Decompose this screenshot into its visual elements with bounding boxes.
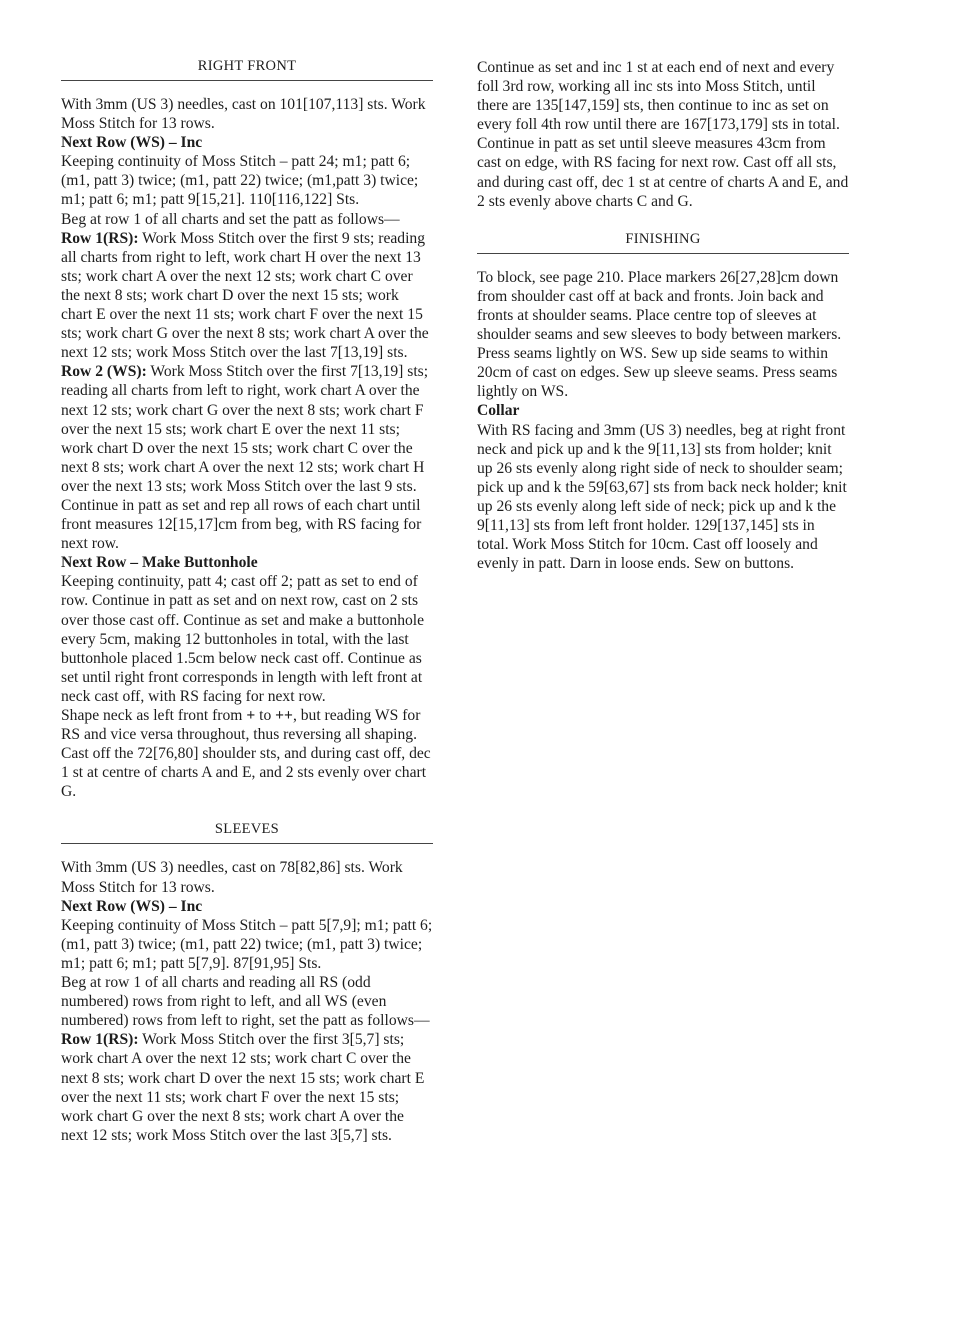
- double-plus-marker: ++: [275, 707, 293, 724]
- right-front-row-1: [61, 229, 433, 363]
- plus-marker: +: [246, 707, 256, 724]
- shape-neck-text-b: to: [255, 707, 276, 724]
- sleeves-heading: SLEEVES: [61, 821, 433, 844]
- right-front-inc-row-heading: Next Row (WS) – Inc: [61, 134, 203, 152]
- shape-neck-instructions: [61, 706, 433, 744]
- buttonhole-row-heading: Next Row – Make Buttonhole: [61, 554, 258, 572]
- buttonhole-instructions: Keeping continuity, patt 4; cast off 2; patt as set to end of row. Continue in patt as set and on next row, cast on 2 sts over those cast off. Continue as set and make a buttonhole every 5cm, making 12 buttonholes in total, with the last buttonhole placed 1.5cm below neck cast off. Continue as set until right front corresponds in length with left front at neck cast off, with RS facing for next row.: [61, 573, 425, 705]
- collar-heading: Collar: [477, 402, 520, 420]
- shoulder-cast-off: Cast off the 72[76,80] shoulder sts, and during cast off, dec 1 st at centre of charts A and E, and 2 sts evenly over chart G.: [61, 745, 431, 801]
- right-front-cast-on: With 3mm (US 3) needles, cast on 101[107,113] sts. Work Moss Stitch for 13 rows.: [61, 96, 426, 133]
- right-front-set-pattern: Beg at row 1 of all charts and set the patt as follows—: [61, 210, 400, 228]
- right-front-heading: RIGHT FRONT: [61, 58, 433, 81]
- sleeves-inc-row-heading: Next Row (WS) – Inc: [61, 897, 203, 915]
- shape-neck-text-a: Shape neck as left front from: [61, 707, 247, 724]
- finishing-heading: FINISHING: [477, 231, 849, 254]
- right-column: [477, 58, 849, 573]
- shape-neck-text-c: , but reading WS for RS and vice versa throughout, thus reversing all shaping.: [61, 707, 421, 744]
- right-front-continue: Continue in patt as set and rep all rows of each chart until front measures 12[15,17]cm from beg, with RS facing for next row.: [61, 496, 422, 553]
- sleeves-cast-on: With 3mm (US 3) needles, cast on 78[82,86] sts. Work Moss Stitch for 13 rows.: [61, 859, 403, 896]
- row-1-label: Row 1(RS):: [61, 229, 139, 247]
- finishing-instructions: To block, see page 210. Place markers 26[27,28]cm down from shoulder cast off at back and fronts. Join back and fronts at shoulder seams. Place centre top of sleeves at shoulder seams and sew sleeves to body between markers. Press seams lightly on WS. Sew up side seams to within 20cm of cast on edges. Sew up sleeve seams. Press seams lightly on WS.: [477, 268, 842, 401]
- sleeves-inc-instructions: Keeping continuity of Moss Stitch – patt 5[7,9]; m1; patt 6; (m1, patt 3) twice; (m1, patt 22) twice; (m1, patt 3) twice; m1; patt 6; m1; patt 5[7,9]. 87[91,95] Sts.: [61, 916, 433, 972]
- sleeves-row-1-label: Row 1(RS):: [61, 1031, 139, 1049]
- right-front-inc-instructions: Keeping continuity of Moss Stitch – patt 24; m1; patt 6; (m1, patt 3) twice; (m1, patt 22) twice; (m1,patt 3) twice; m1; patt 6; m1; patt 9[15,21]. 110[116,122] Sts.: [61, 153, 419, 209]
- sleeves-continue: Continue as set and inc 1 st at each end of next and every foll 3rd row, working all inc sts into Moss Stitch, until there are 135[147,159] sts, then continue to inc as set on every foll 4th row until there are 167[173,179] sts in total. Continue in patt as set until sleeve measures 43cm from cast on edge, with RS facing for next row. Cast off all sts, and during cast off, dec 1 st at centre of charts A and E, and 2 sts evenly above charts C and G.: [477, 59, 849, 210]
- right-front-row-2: [61, 362, 433, 496]
- sleeves-row-1-text: Work Moss Stitch over the first 3[5,7] sts; work chart A over the next 12 sts; work chart C over the next 8 sts; work chart D over the next 15 sts; work chart E over the next 11 sts; work chart F over the next 15 sts; work chart G over the next 8 sts; work chart A over the next 12 sts; work Moss Stitch over the last 3[5,7] sts.: [61, 1031, 425, 1144]
- sleeves-row-1: [61, 1030, 433, 1145]
- row-2-text: Work Moss Stitch over the first 7[13,19] sts; reading all charts from left to right, work chart A over the next 12 sts; work chart G over the next 8 sts; work chart F over the next 15 sts; work chart E over the next 11 sts; work chart D over the next 15 sts; work chart C over the next 8 sts; work chart A over the next 12 sts; work chart H over the next 13 sts; work Moss Stitch over the last 9 sts.: [61, 363, 429, 495]
- sleeves-set-pattern: Beg at row 1 of all charts and reading all RS (odd numbered) rows from right to left, and all WS (even numbered) rows from left to right, set the patt as follows—: [61, 974, 430, 1030]
- row-2-label: Row 2 (WS):: [61, 363, 147, 381]
- collar-instructions: With RS facing and 3mm (US 3) needles, beg at right front neck and pick up and k the 9[11,13] sts from holder; knit up 26 sts evenly along right side of neck to shoulder seam; pick up and k the 59[63,67] sts from back neck holder; knit up 26 sts evenly along left side of neck; pick up and k the 9[11,13] sts from left front holder. 129[137,145] sts in total. Work Moss Stitch for 10cm. Cast off loosely and evenly in patt. Darn in loose ends. Sew on buttons.: [477, 421, 847, 573]
- left-column: [61, 58, 433, 1145]
- row-1-text: Work Moss Stitch over the first 9 sts; reading all charts from right to left, work chart H over the next 13 sts; work chart A over the next 12 sts; work chart C over the next 8 sts; work chart D over the next 15 sts; work chart E over the next 11 sts; work chart F over the next 15 sts; work chart G over the next 8 sts; work chart A over the next 12 sts; work Moss Stitch over the last 7[13,19] sts.: [61, 229, 429, 362]
